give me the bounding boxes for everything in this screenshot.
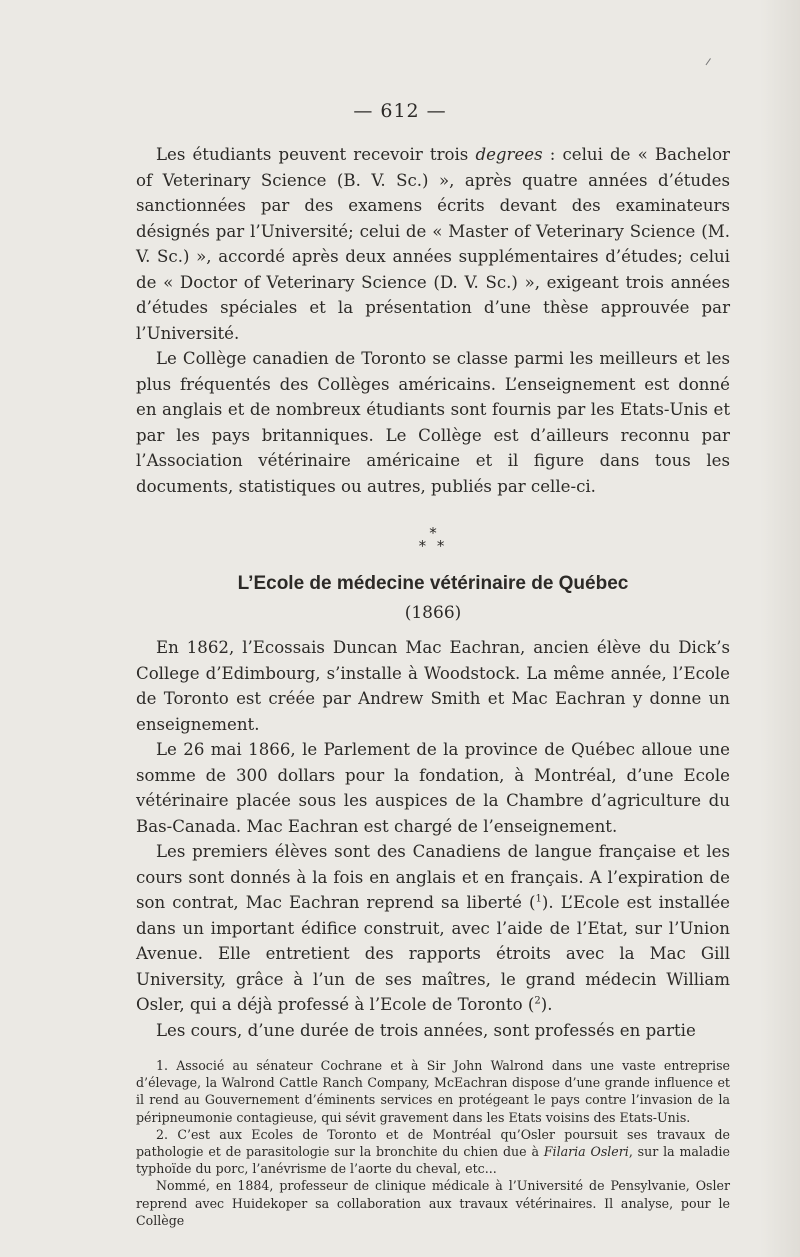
footnote-3: Nommé, en 1884, professeur de clinique médicale à l’Université de Pensylvanie, Osler reprend avec Huidekoper sa collaboration aux travaux vétérinaires. Il analyse, pour le Collège bbox=[136, 1178, 730, 1228]
paragraph-degrees-start: Les étudiants peuvent recevoir trois bbox=[156, 145, 476, 164]
asterism-top: * bbox=[429, 524, 437, 542]
page-body bbox=[136, 142, 730, 1229]
paragraph-first-students-b: ). L’Ecole est installée dans un important édifice construit, avec l’aide de l’Etat, sur l’Union Avenue. Elle entretient des rapports étroits avec la Mac Gill University, grâce à l’un de ses maîtres, le grand médecin William Osler, qui a déjà professé à l’Ecole de Toronto ( bbox=[136, 893, 730, 1014]
pencil-mark bbox=[706, 58, 718, 70]
paragraph-toronto-college: Le Collège canadien de Toronto se classe parmi les meilleurs et les plus fréquentés des Collèges américains. L’enseignement est donné en anglais et de nombreux étudiants sont fournis par les Etats-Unis et par les pays britanniques. Le Collège est d’ailleurs reconnu par l’Association vétérinaire américaine et il figure dans tous les documents, statistiques ou autres, publiés par celle-ci. bbox=[136, 349, 730, 496]
footnote-1: 1. Associé au sénateur Cochrane et à Sir John Walrond dans une vaste entreprise d’élevage, la Walrond Cattle Ranch Company, McEachran dispose d’une grande influence et il rend au Gouvernement d’éminents services en protégeant le pays contre l’invasion de la péripneumonie contagieuse, qui sévit gravement dans les Etats voisins des Etats-Unis. bbox=[136, 1058, 730, 1125]
paragraph-first-students-c: ). bbox=[540, 995, 553, 1014]
footnote-2-a: 2. C’est aux Ecoles de Toronto et de Montréal qu’Osler poursuit ses travaux de pathologie et de parasitologie sur la bronchite du chien due à bbox=[136, 1126, 730, 1160]
footnote-2 bbox=[136, 1126, 730, 1178]
footnote-ref-2: 2 bbox=[534, 995, 541, 1007]
section-year: (1866) bbox=[404, 603, 462, 623]
footnote-2-b: , sur la maladie typhoïde du porc, l’anévrisme de l’aorte du cheval, etc... bbox=[136, 1144, 730, 1177]
page-edge-shadow bbox=[760, 0, 800, 1257]
footnote-ref-1: 1 bbox=[535, 893, 542, 905]
asterism-bottom: * * bbox=[418, 537, 448, 555]
paragraph-degrees-rest: : celui de « Bachelor of Veterinary Science (B. V. Sc.) », après quatre années d’études sanctionnées par des examens écrits devant des examinateurs désignés par l’Université; celui de « Master of Veterinary Science (M. V. Sc.) », accordé après deux années supplémentaires d’études; celui de « Doctor of Veterinary Science (D. V. Sc.) », exigeant trois années d’études spéciales et la présentation d’une thèse approuvée par l’Université. bbox=[136, 145, 730, 343]
paragraph-1862: En 1862, l’Ecossais Duncan Mac Eachran, ancien élève du Dick’s College d’Edimbourg, s’installe à Woodstock. La même année, l’Ecole de Toronto est créée par Andrew Smith et Mac Eachran y donne un enseignement. bbox=[136, 638, 730, 734]
paragraph-first-students bbox=[136, 839, 730, 1018]
section-title: L’Ecole de médecine vétérinaire de Québec bbox=[237, 573, 629, 594]
degrees-term: degrees bbox=[475, 145, 543, 164]
section-asterism bbox=[136, 524, 730, 555]
page-number: — 612 — bbox=[353, 100, 447, 122]
footnote-2-species: Filaria Osleri bbox=[543, 1144, 629, 1160]
footnotes bbox=[136, 1057, 730, 1229]
paragraph-courses: Les cours, d’une durée de trois années, sont professés en partie bbox=[156, 1020, 696, 1040]
paragraph-first-students-a: Les premiers élèves sont des Canadiens de langue française et les cours sont donnés à la fois en anglais et en français. A l’expiration de son contrat, Mac Eachran reprend sa liberté ( bbox=[136, 842, 730, 912]
paragraph-1866-parliament: Le 26 mai 1866, le Parlement de la province de Québec alloue une somme de 300 dollars pour la fondation, à Montréal, d’une Ecole vétérinaire placée sous les auspices de la Chambre d’agriculture du Bas-Canada. Mac Eachran est chargé de l’enseignement. bbox=[136, 740, 730, 836]
paragraph-degrees bbox=[136, 142, 730, 346]
